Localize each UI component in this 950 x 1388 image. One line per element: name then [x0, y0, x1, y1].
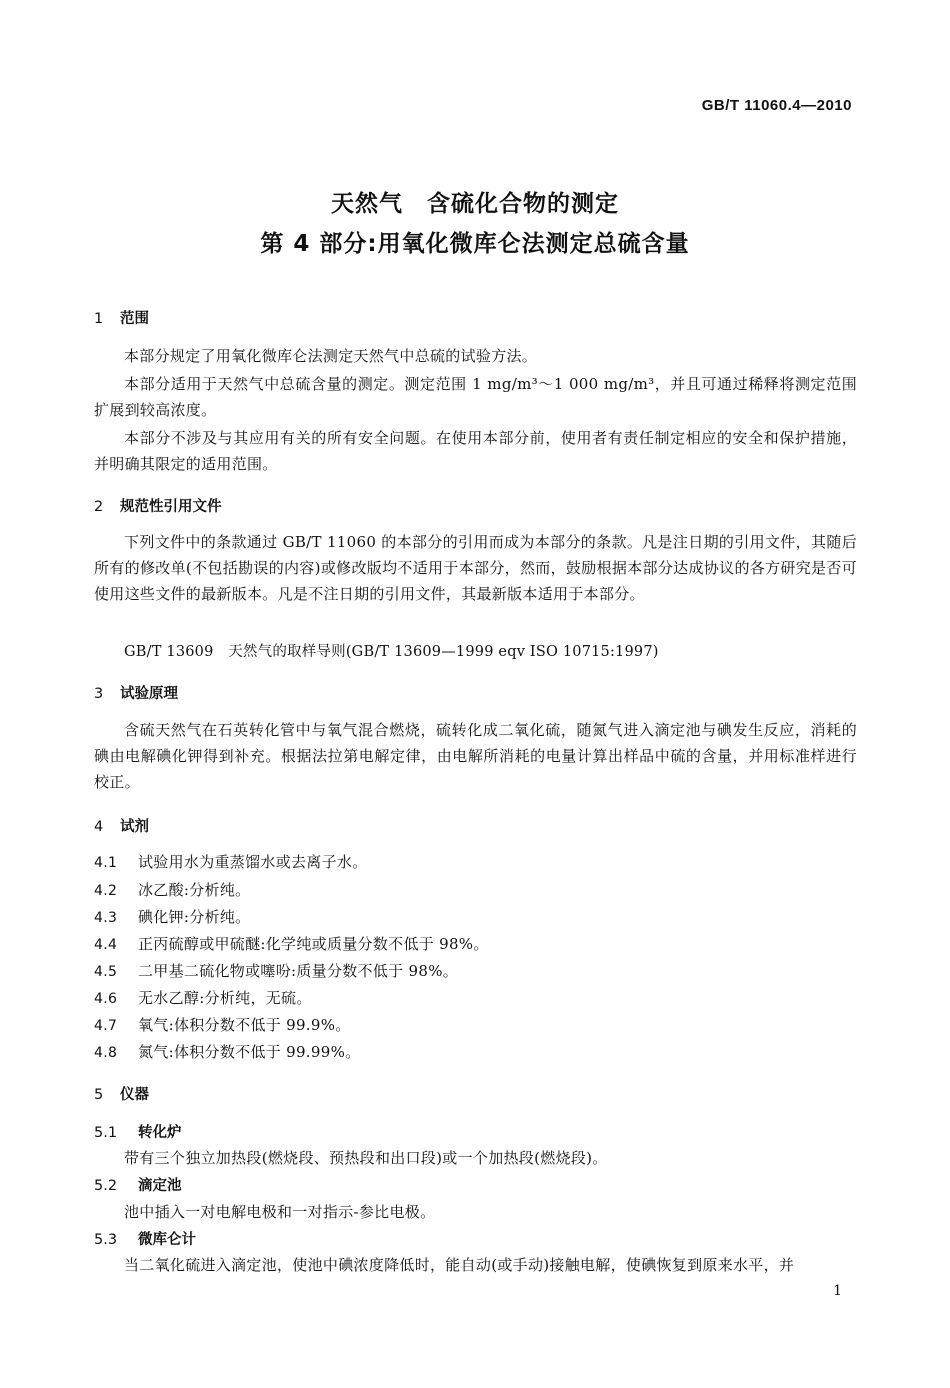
item-number: 4.2 [94, 883, 118, 899]
section-1-paragraph-3: 本部分不涉及与其应用有关的所有安全问题。在使用本部分前，使用者有责任制定相应的安全和保护措施，并明确其限定的适用范围。 [94, 429, 857, 473]
item-text: 试验用水为重蒸馏水或去离子水。 [138, 853, 368, 871]
section-3-paragraph-1: 含硫天然气在石英转化管中与氧气混合燃烧，硫转化成二氧化硫，随氮气进入滴定池与碘发生反应，消耗的碘由电解碘化钾得到补充。根据法拉第电解定律，由电解所消耗的电量计算出样品中硫的含量，并用标准样进行校正。 [94, 721, 857, 791]
section-1-heading [94, 307, 149, 328]
section-title: 试验原理 [120, 686, 178, 702]
page-number: 1 [833, 1283, 842, 1299]
normative-reference: GB/T 13609 天然气的取样导则(GB/T 13609—1999 eqv ISO 10715:1997) [124, 644, 659, 660]
subsection-title: 微库仑计 [138, 1232, 196, 1248]
section-number: 2 [94, 499, 104, 515]
standard-code: GB/T 11060.4—2010 [701, 97, 852, 114]
item-number: 4.3 [94, 910, 118, 926]
subsection-heading [94, 1121, 182, 1142]
subsection-number: 5.1 [94, 1125, 118, 1141]
section-title: 试剂 [120, 819, 149, 835]
item-number: 4.8 [94, 1045, 118, 1061]
reagent-item [94, 1041, 360, 1062]
subsection-title: 滴定池 [138, 1178, 182, 1194]
reagent-item [94, 960, 458, 981]
document-title-line2: 第 4 部分:用氧化微库仑法测定总硫含量 [260, 231, 690, 257]
item-text: 氮气:体积分数不低于 99.99%。 [138, 1043, 361, 1061]
item-number: 4.6 [94, 991, 118, 1007]
section-number: 3 [94, 686, 104, 702]
reagent-item [94, 906, 250, 927]
section-1-paragraph-1: 本部分规定了用氧化微库仑法测定天然气中总硫的试验方法。 [124, 347, 538, 365]
section-title: 范围 [120, 311, 149, 327]
subsection-number: 5.2 [94, 1178, 118, 1194]
item-text: 二甲基二硫化物或噻吩:质量分数不低于 98%。 [138, 962, 459, 980]
reagent-item [94, 851, 368, 872]
subsection-heading [94, 1174, 182, 1195]
subsection-text: 带有三个独立加热段(燃烧段、预热段和出口段)或一个加热段(燃烧段)。 [124, 1149, 608, 1167]
subsection-heading [94, 1228, 196, 1249]
section-number: 1 [94, 311, 104, 327]
item-number: 4.7 [94, 1018, 118, 1034]
section-title: 仪器 [120, 1087, 149, 1103]
section-2-heading [94, 495, 222, 516]
section-title: 规范性引用文件 [120, 499, 222, 515]
item-text: 无水乙醇:分析纯，无硫。 [138, 989, 312, 1007]
item-text: 碘化钾:分析纯。 [138, 908, 251, 926]
section-1-paragraph-2: 本部分适用于天然气中总硫含量的测定。测定范围 1 mg/m³～1 000 mg/m³，并且可通过稀释将测定范围扩展到较高浓度。 [94, 375, 857, 419]
section-number: 5 [94, 1087, 104, 1103]
subsection-title: 转化炉 [138, 1125, 182, 1141]
section-4-heading [94, 815, 149, 836]
reagent-item [94, 1014, 351, 1035]
item-number: 4.4 [94, 937, 118, 953]
document-title-line1: 天然气 含硫化合物的测定 [331, 191, 619, 217]
section-number: 4 [94, 819, 104, 835]
reagent-item [94, 933, 489, 954]
section-3-heading [94, 682, 178, 703]
subsection-text: 池中插入一对电解电极和一对指示-参比电极。 [124, 1203, 436, 1221]
section-5-heading [94, 1083, 149, 1104]
reagent-item [94, 879, 250, 900]
subsection-text: 当二氧化硫进入滴定池，使池中碘浓度降低时，能自动(或手动)接触电解，使碘恢复到原来水平，并 [124, 1256, 795, 1274]
subsection-number: 5.3 [94, 1232, 118, 1248]
reagent-item [94, 987, 312, 1008]
item-text: 氧气:体积分数不低于 99.9%。 [138, 1016, 351, 1034]
item-number: 4.5 [94, 964, 118, 980]
section-2-paragraph-1: 下列文件中的条款通过 GB/T 11060 的本部分的引用而成为本部分的条款。凡是注日期的引用文件，其随后所有的修改单(不包括勘误的内容)或修改版均不适用于本部分，然而，鼓励根据本部分达成协议的各方研究是否可使用这些文件的最新版本。凡是不注日期的引用文件，其最新版本适用于本部分。 [94, 533, 857, 603]
item-text: 正丙硫醇或甲硫醚:化学纯或质量分数不低于 98%。 [138, 935, 489, 953]
item-text: 冰乙酸:分析纯。 [138, 881, 251, 899]
item-number: 4.1 [94, 855, 118, 871]
